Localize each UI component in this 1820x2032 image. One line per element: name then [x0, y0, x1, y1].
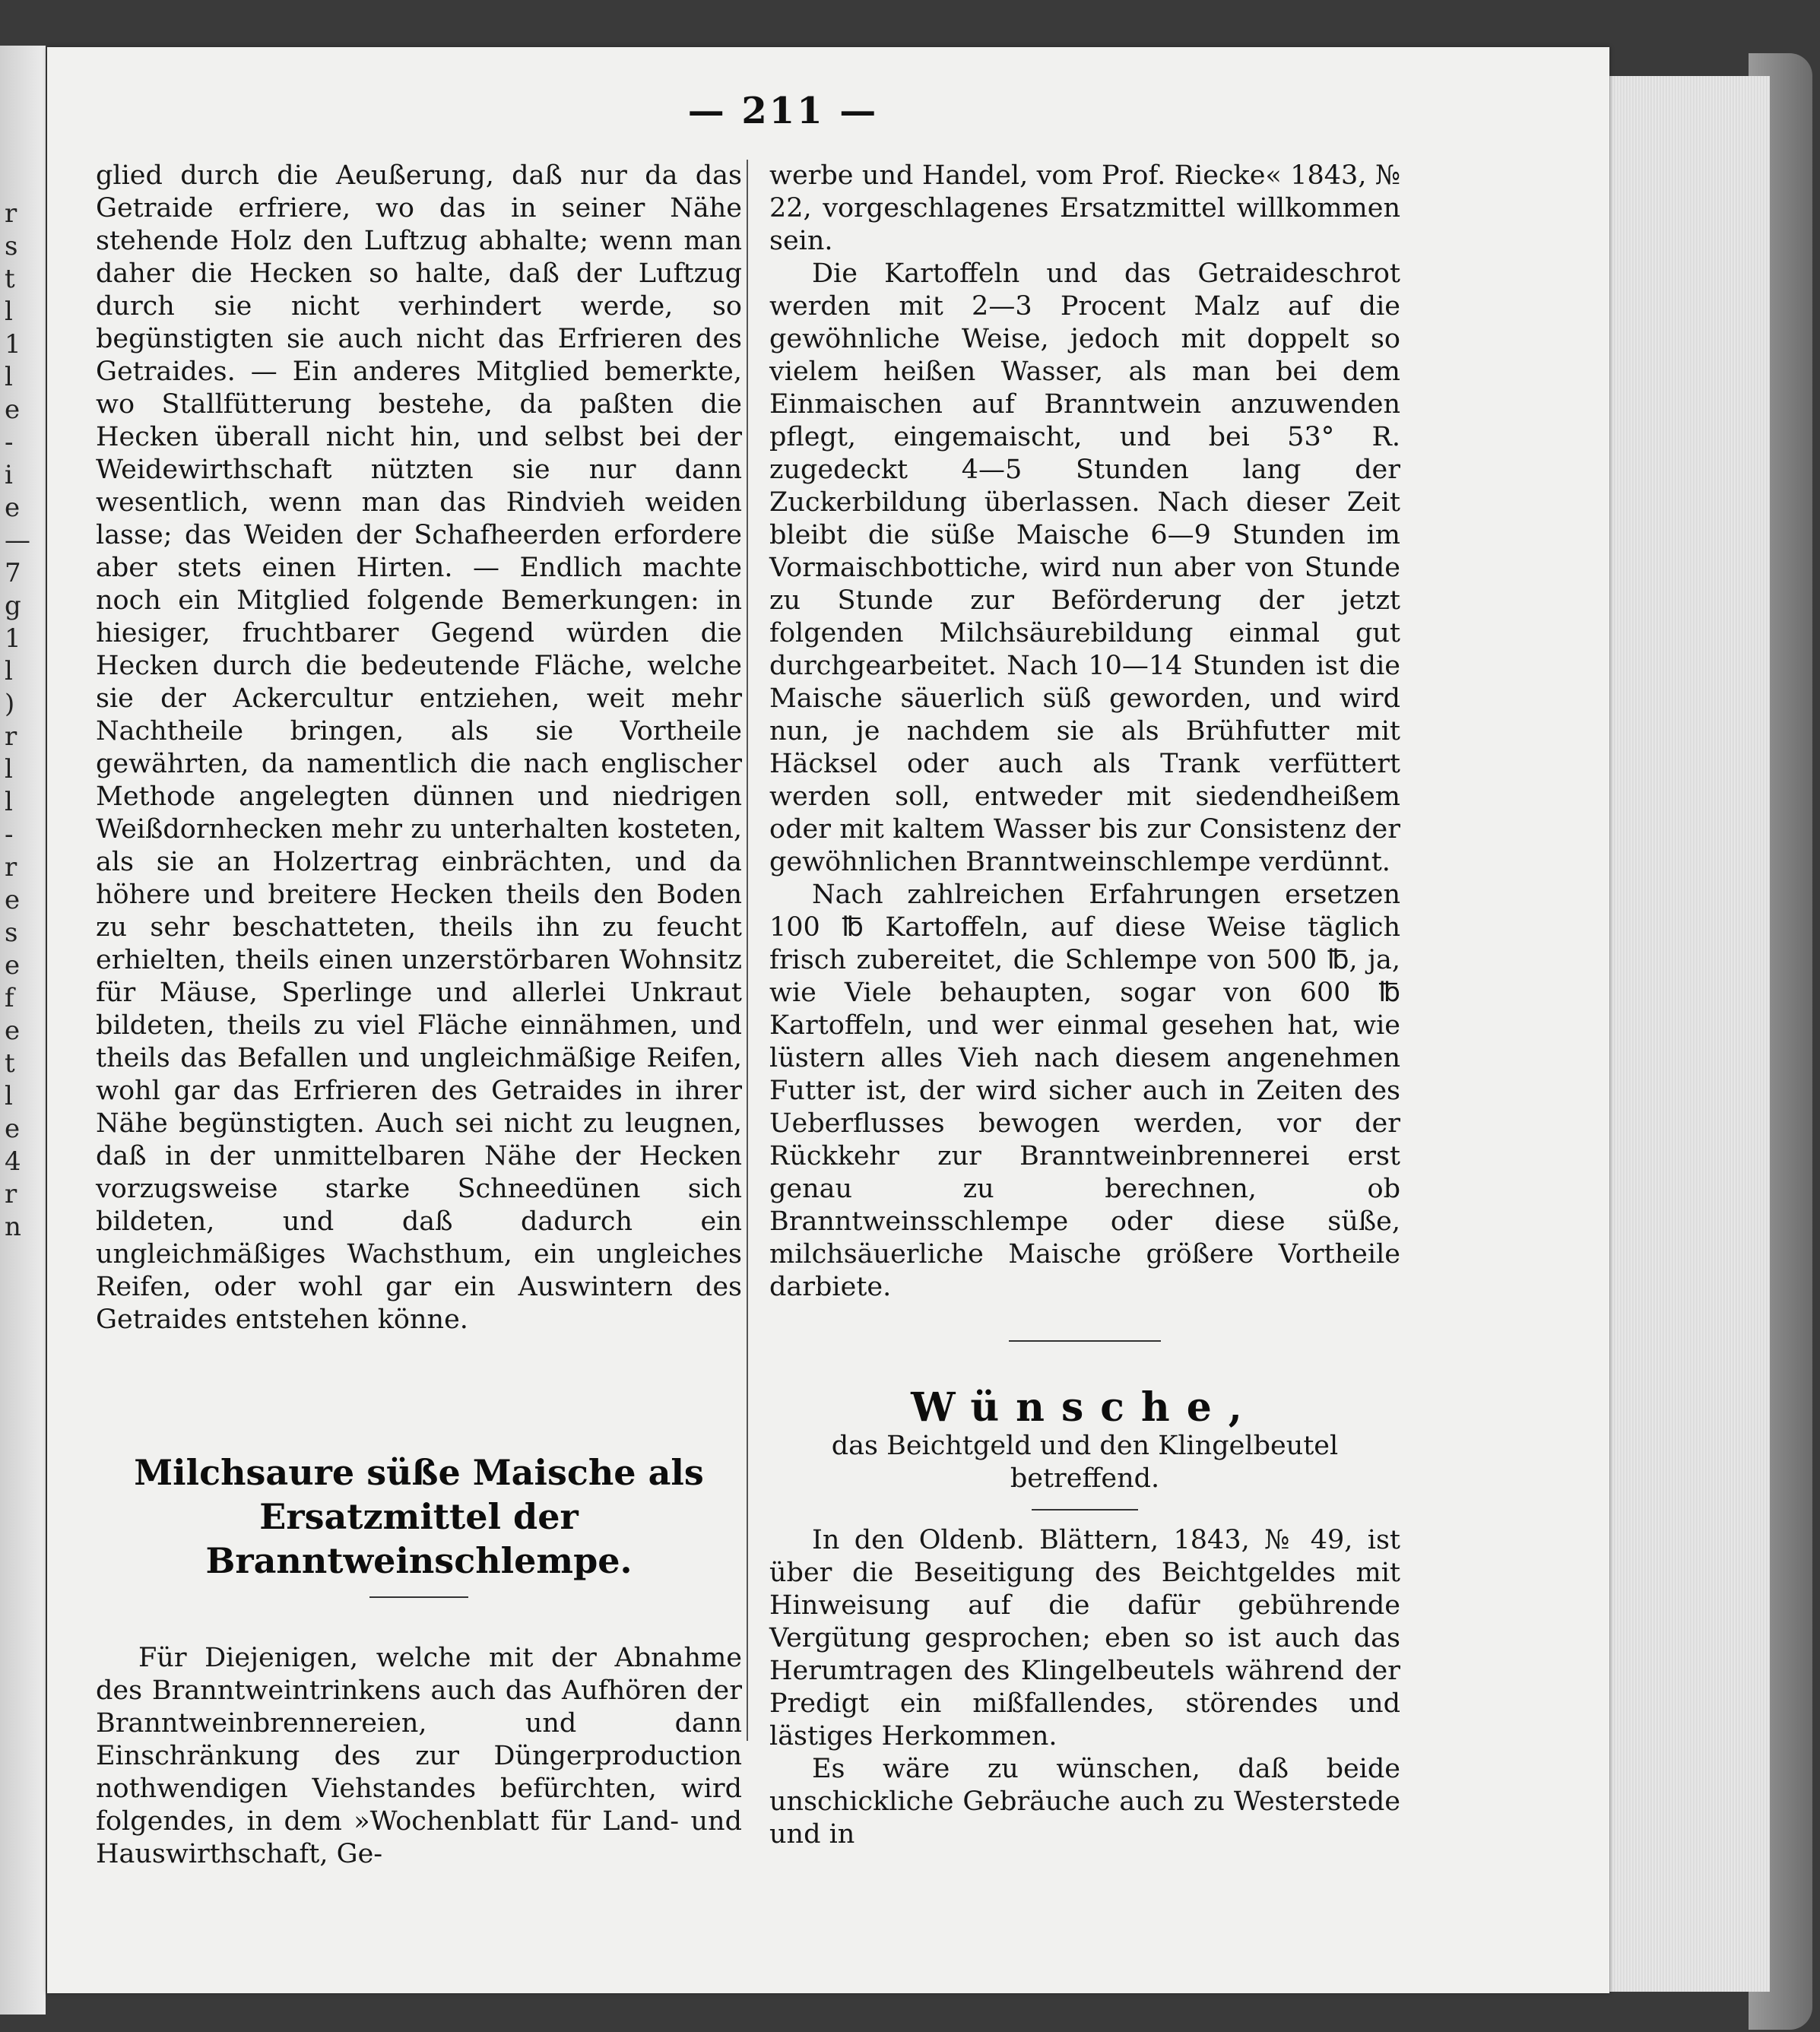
margin-fragment: —: [5, 525, 30, 556]
right-paragraph-3: Nach zahlreichen Erfahrungen ersetzen 100 ℔ Kartoffeln, auf diese Weise täglich frisch zubereitet, die Schlempe von 500 ℔, ja, wie Viele behaupten, sogar von 600 ℔ Kartoffeln, und wer einmal gesehen hat, wie lüstern alles Vieh nach diesem angenehmen Futter ist, der wird sicher auch in Zeiten des Ueberflusses bewogen werden, vor der Rückkehr zur Branntweinbrennerei erst genau zu berechnen, ob Branntweinsschlempe oder diese süße, milchsäuerliche Maische größere Vortheile darbiete.: [769, 880, 1400, 1302]
margin-fragment: t: [5, 264, 15, 294]
left-opening-paragraph: glied durch die Aeußerung, daß nur da das Getraide erfriere, wo das in seiner Nähe stehende Holz den Luftzug abhalte; wenn man daher die Hecken so halte, daß der Luftzug durch sie nicht verhindert werde, so begünstigten sie auch nicht das Erfrieren des Getraides. — Ein anderes Mitglied bemerkte, wo Stallfütterung bestehe, da paßten die Hecken überall nicht hin, und selbst bei der Weidewirthschaft nützten sie nur dann wesentlich, wenn man das Rindvieh weiden lasse; das Weiden der Schafheerden erfordere aber stets einen Hirten. — Endlich machte noch ein Mitglied folgende Bemerkungen: in hiesiger, fruchtbarer Gegend würden die Hecken durch die bedeutende Fläche, welche sie der Ackercultur entziehen, weit mehr Nachtheile bringen, als sie Vortheile gewährten, da namentlich die nach englischer Methode angelegten dünnen und niedrigen Weißdornhecken mehr zu unterhalten kosteten, als sie an Holzertrag einbrächten, und da höhere und breitere Hecken theils den Boden zu sehr beschatteten, theils ihn zu feucht erhielten, theils einen unzerstörbaren Wohnsitz für Mäuse, Sperlinge und allerlei Unkraut bildeten, theils zu viel Fläche einnähmen, und theils das Befallen und ungleichmäßige Reifen, wohl gar das Erfrieren des Getraides in ihrer Nähe begünstigten. Auch sei nicht zu leugnen, daß in der unmittelbaren Nähe der Hecken vorzugsweise starke Schneedünen sich bildeten, und daß dadurch ein ungleichmäßiges Wachsthum, ein ungleiches Reifen, oder wohl gar ein Auswintern des Getraides entstehen könne.: [96, 160, 742, 1335]
margin-fragment: -: [5, 427, 14, 458]
margin-fragment: e: [5, 950, 21, 981]
margin-fragment: l: [5, 787, 13, 817]
margin-fragment: f: [5, 983, 14, 1013]
margin-fragment: e: [5, 1016, 21, 1046]
right-paragraph-2: Die Kartoffeln und das Getraideschrot werden mit 2—3 Procent Malz auf die gewöhnliche Weise, jedoch mit doppelt so vielem heißen Wasser, als man bei dem Einmaischen auf Branntwein anzuwenden pflegt, eingemaischt, und bei 53° R. zugedeckt 4—5 Stunden lang der Zuckerbildung überlassen. Nach dieser Zeit bleibt die süße Maische 6—9 Stunden im Vormaischbottiche, wird nun aber von Stunde zu Stunde zur Beförderung der jetzt folgenden Milchsäurebildung einmal gut durchgearbeitet. Nach 10—14 Stunden ist die Maische säuerlich süß geworden, und wird nun, je nachdem sie als Brühfutter mit Häcksel oder auch als Trank verfüttert werden soll, entweder mit siedendheißem oder mit kaltem Wasser bis zur Consistenz der gewöhnlichen Branntweinschlempe verdünnt.: [769, 258, 1400, 877]
right-column: [769, 160, 1400, 1851]
right-paragraph-5: Es wäre zu wünschen, daß beide unschickliche Gebräuche auch zu Westerstede und in: [769, 1754, 1400, 1850]
margin-fragment: e: [5, 493, 21, 523]
column-divider: [747, 160, 748, 1741]
margin-fragment: 4: [5, 1146, 21, 1177]
margin-fragment: r: [5, 198, 17, 229]
margin-fragment: ): [5, 689, 15, 719]
article-subheading-line-2: betreffend.: [1010, 1463, 1160, 1494]
margin-fragment: r: [5, 852, 17, 883]
margin-fragment: l: [5, 656, 13, 686]
right-continuation: werbe und Handel, vom Prof. Riecke« 1843, № 22, vorgeschlagenes Ersatzmittel willkommen sein.: [769, 160, 1400, 256]
margin-fragment: e: [5, 1114, 21, 1144]
heading-rule: [369, 1596, 468, 1598]
left-article-paragraph: Für Diejenigen, welche mit der Abnahme des Branntweintrinkens auch das Aufhören der Branntweinbrennereien, und dann Einschränkung des zur Düngerproduction nothwendigen Viehstandes befürchten, wird folgendes, in dem »Wochenblatt für Land- und Hauswirthschaft, Ge-: [96, 1643, 742, 1869]
article-heading-wuensche: Wünsche,: [911, 1384, 1259, 1431]
margin-fragment: 1: [5, 329, 21, 360]
margin-fragment: e: [5, 885, 21, 915]
margin-fragment: l: [5, 754, 13, 785]
margin-fragment: i: [5, 460, 13, 490]
margin-fragment: e: [5, 395, 21, 425]
article-heading-maische: Milchsaure süße Maische als Ersatzmittel der Branntweinschlempe.: [134, 1452, 704, 1581]
margin-fragment: 7: [5, 558, 21, 588]
margin-fragment: l: [5, 296, 13, 327]
margin-fragment: t: [5, 1048, 15, 1079]
margin-fragment: s: [5, 918, 18, 948]
subheading-rule: [1032, 1509, 1138, 1511]
margin-fragment: r: [5, 721, 17, 752]
left-column: [96, 160, 742, 1871]
margin-fragment: g: [5, 591, 21, 621]
previous-page-edge: [0, 46, 46, 2015]
margin-fragment: l: [5, 1081, 13, 1111]
article-subheading-line-1: das Beichtgeld und den Klingelbeutel: [831, 1431, 1339, 1461]
right-paragraph-4: In den Oldenb. Blättern, 1843, № 49, ist über die Beseitigung des Beichtgeldes mit Hinweisung auf die dafür gebührende Vergütung gesprochen; eben so ist auch das Herumtragen des Klingelbeutels während der Predigt ein mißfallendes, störendes und lästiges Herkommen.: [769, 1525, 1400, 1751]
left-margin-fragments: [5, 198, 43, 1642]
margin-fragment: l: [5, 362, 13, 392]
margin-fragment: n: [5, 1212, 21, 1242]
page-stack-edge: [1609, 76, 1770, 1992]
section-rule: [1009, 1340, 1161, 1342]
page-number: — 211 —: [687, 90, 879, 132]
margin-fragment: s: [5, 231, 18, 262]
margin-fragment: r: [5, 1179, 17, 1209]
margin-fragment: 1: [5, 623, 21, 654]
margin-fragment: -: [5, 819, 14, 850]
